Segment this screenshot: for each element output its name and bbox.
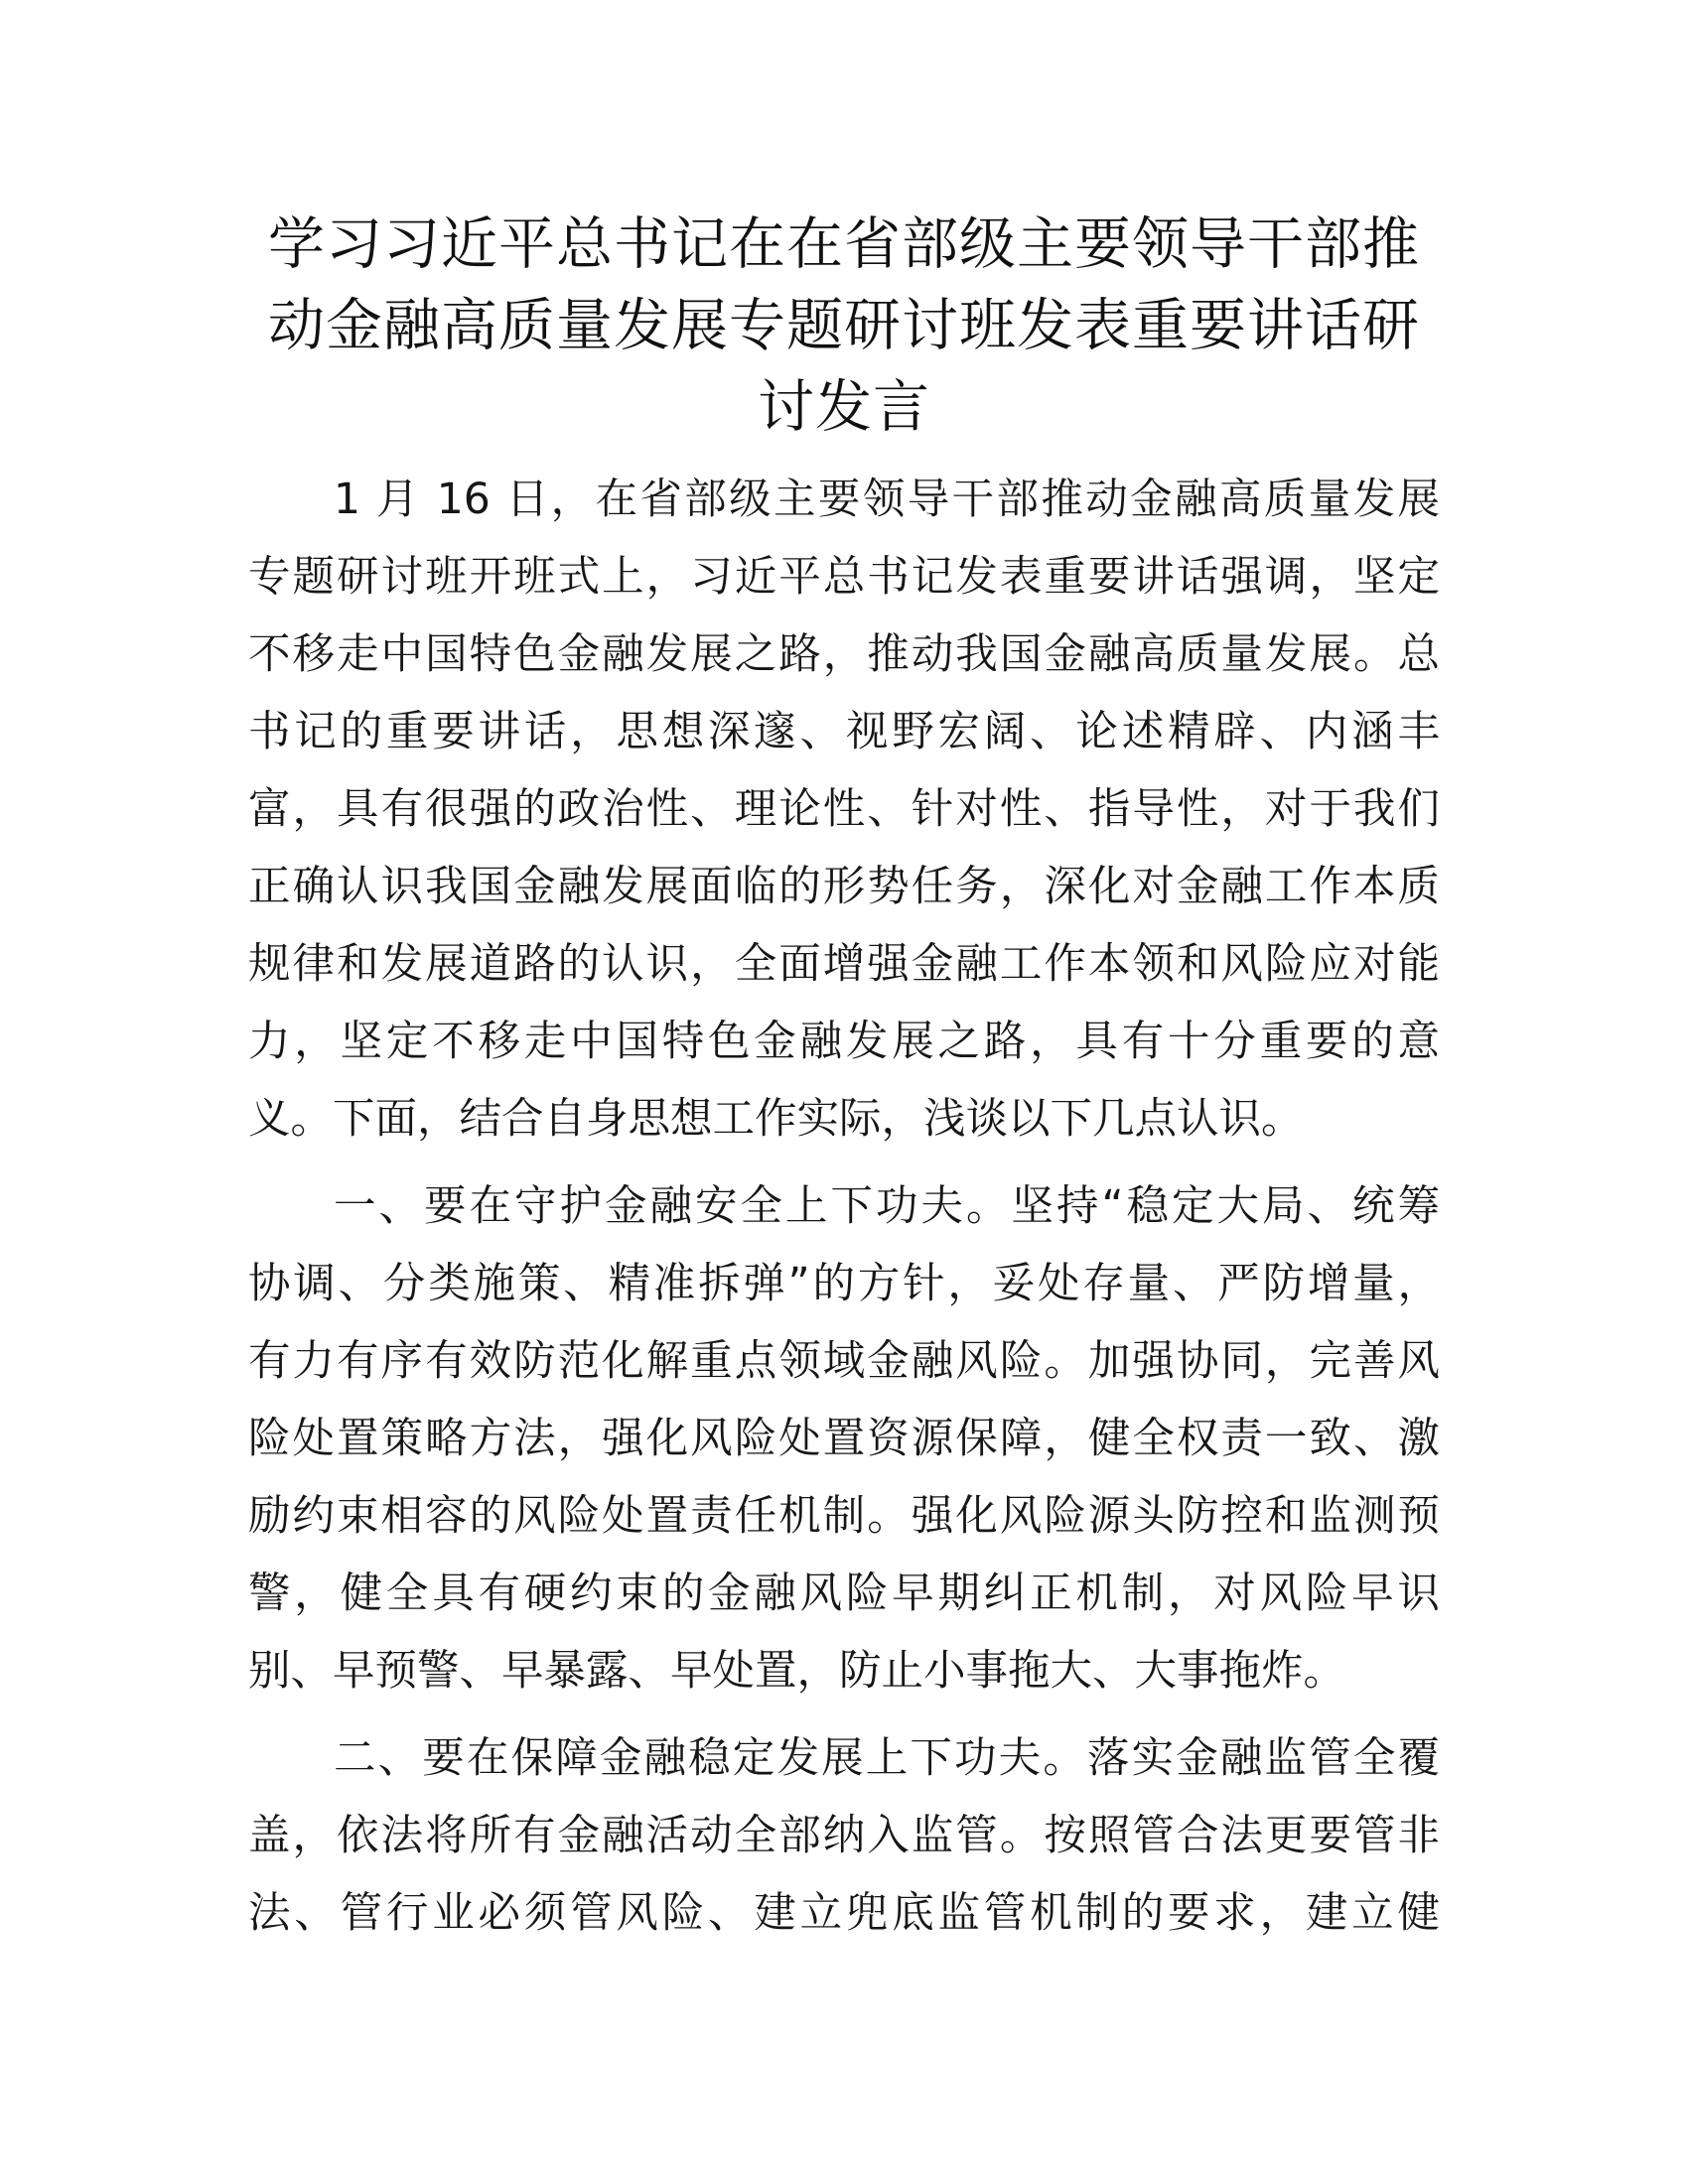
title-line: 学习习近平总书记在在省部级主要领导干部推 — [268, 211, 1420, 277]
text-line: 义。下面，结合自身思想工作实际，浅谈以下几点认识。 — [248, 1095, 1304, 1144]
text-line: 法、管行业必须管风险、建立兜底监管机制的要求，建立健 — [248, 1889, 1440, 1938]
text-line: 一、要在守护金融安全上下功夫。坚持“稳定大局、统筹 — [334, 1182, 1440, 1231]
paragraph-intro — [248, 462, 1440, 1159]
text-line: 盖，依法将所有金融活动全部纳入监管。按照管合法更要管非 — [248, 1812, 1440, 1860]
text-line: 协调、分类施策、精准拆弹”的方针，妥处存量、严防增量， — [248, 1260, 1440, 1308]
document-body — [248, 462, 1440, 1953]
text-line: 规律和发展道路的认识，全面增强金融工作本领和风险应对能 — [248, 940, 1440, 989]
text-line: 有力有序有效防范化解重点领域金融风险。加强协同，完善风 — [248, 1337, 1440, 1386]
text-line: 警，健全具有硬约束的金融风险早期纠正机制，对风险早识 — [248, 1570, 1440, 1618]
text-line: 正确认识我国金融发展面临的形势任务，深化对金融工作本质 — [248, 863, 1440, 911]
text-line: 力，坚定不移走中国特色金融发展之路，具有十分重要的意 — [248, 1018, 1440, 1066]
text-line: 富，具有很强的政治性、理论性、针对性、指导性，对于我们 — [248, 785, 1440, 834]
title-line: 讨发言 — [758, 374, 930, 440]
text-line: 励约束相容的风险处置责任机制。强化风险源头防控和监测预 — [248, 1492, 1440, 1541]
paragraph-gap — [248, 1710, 1440, 1720]
paragraph-gap — [248, 1159, 1440, 1168]
text-line: 二、要在保障金融稳定发展上下功夫。落实金融监管全覆 — [334, 1734, 1440, 1783]
text-line: 书记的重要讲话，思想深邃、视野宏阔、论述精辟、内涵丰 — [248, 708, 1440, 756]
text-line: 1 月 16 日，在省部级主要领导干部推动金融高质量发展 — [334, 476, 1440, 524]
text-line: 险处置策略方法，强化风险处置资源保障，健全权责一致、激 — [248, 1415, 1440, 1463]
text-line: 专题研讨班开班式上，习近平总书记发表重要讲话强调，坚定 — [248, 553, 1440, 602]
title-line: 动金融高质量发展专题研讨班发表重要讲话研 — [268, 293, 1420, 358]
text-line: 不移走中国特色金融发展之路，推动我国金融高质量发展。总 — [248, 630, 1440, 679]
paragraph-section-one — [248, 1168, 1440, 1710]
document-title — [243, 204, 1445, 448]
paragraph-section-two — [248, 1720, 1440, 1953]
text-line: 别、早预警、早暴露、早处置，防止小事拖大、大事拖炸。 — [248, 1647, 1346, 1696]
